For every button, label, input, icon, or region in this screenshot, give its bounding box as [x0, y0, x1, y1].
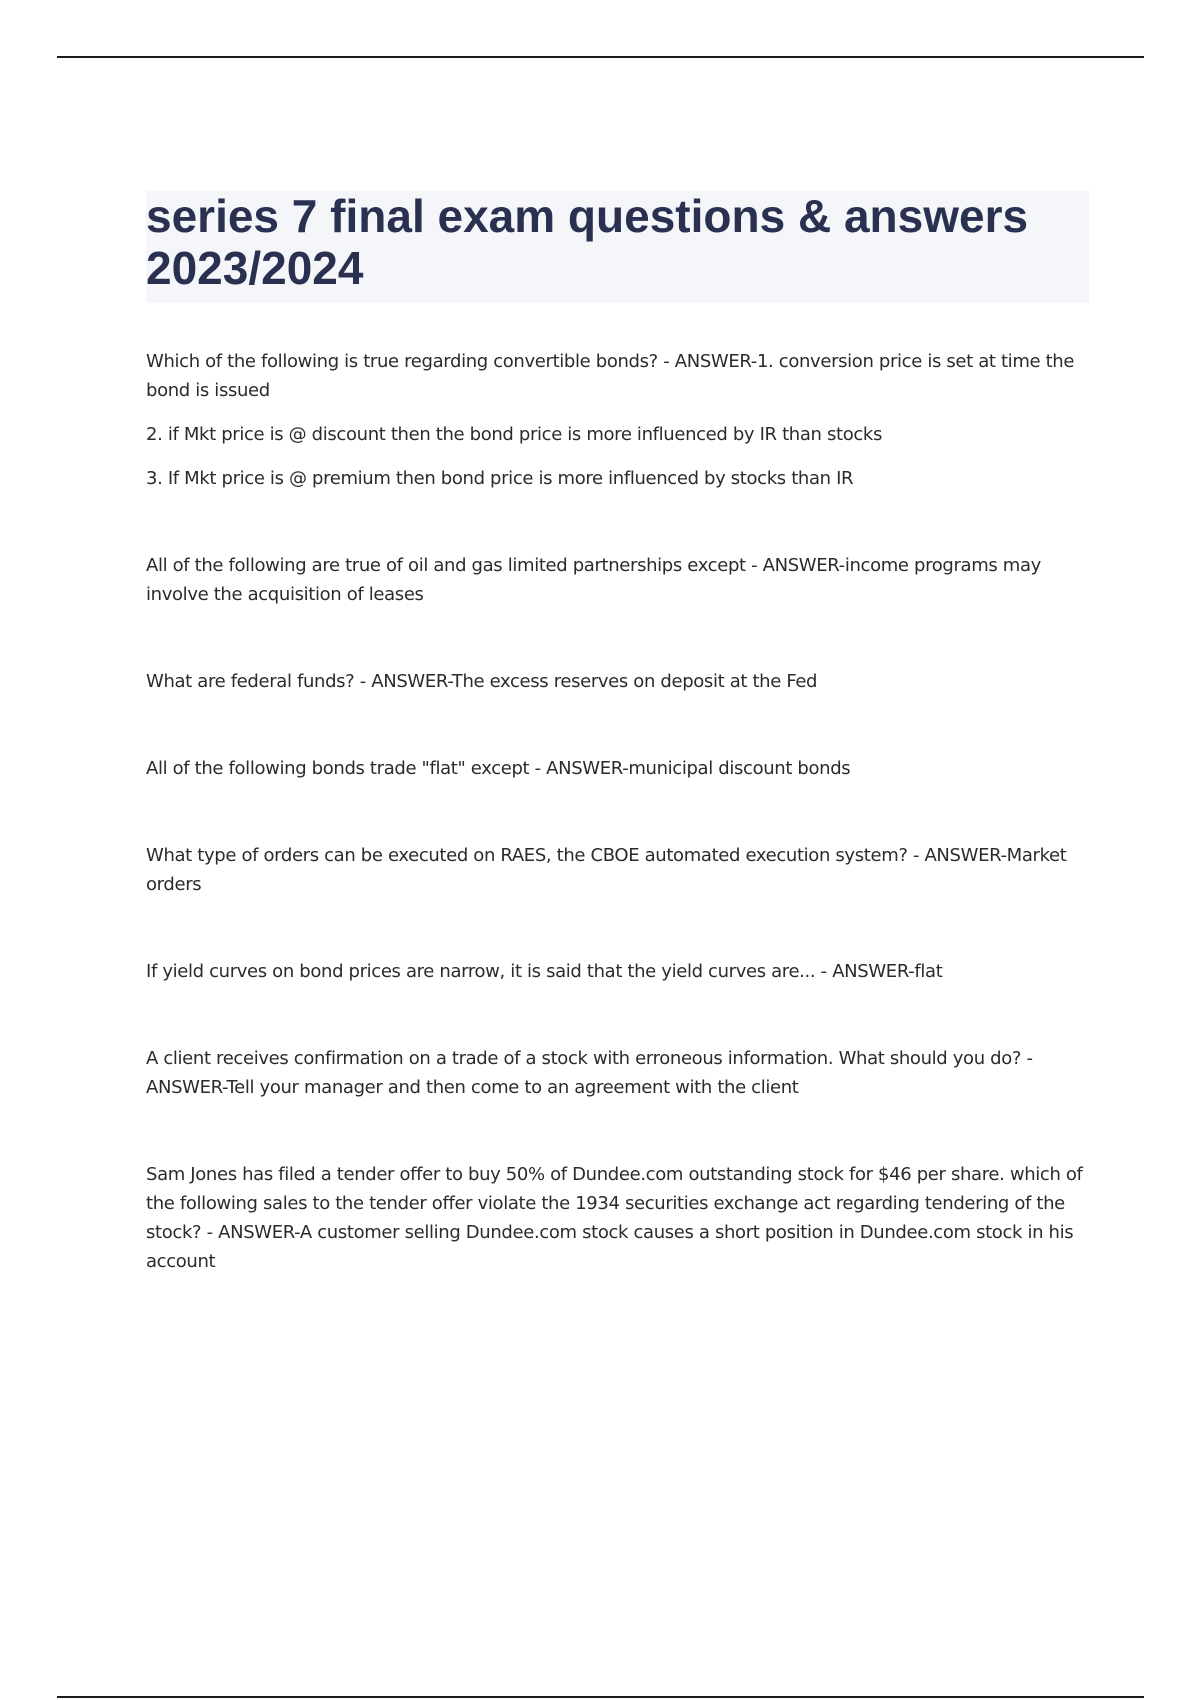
qa-paragraph: 3. If Mkt price is @ premium then bond price is more influenced by stocks than IR: [146, 468, 854, 489]
qa-paragraph: Sam Jones has filed a tender offer to buy 50% of Dundee.com outstanding stock for $46 per share. which of the following sales to the tender offer violate the 1934 securities exchange act regarding tendering of the stock? - ANSWER-A customer selling Dundee.com stock causes a short position in Dundee.com stock in his account: [146, 1164, 1083, 1272]
bottom-rule: [57, 1696, 1144, 1698]
qa-paragraph: A client receives confirmation on a trade of a stock with erroneous information. What should you do? - ANSWER-Tell your manager and then come to an agreement with the client: [146, 1048, 1033, 1098]
top-rule: [57, 56, 1144, 58]
qa-paragraph: What are federal funds? - ANSWER-The excess reserves on deposit at the Fed: [146, 671, 818, 692]
qa-paragraph: If yield curves on bond prices are narrow, it is said that the yield curves are... - ANSWER-flat: [146, 961, 943, 982]
document-title: series 7 final exam questions & answers 2023/2024: [146, 190, 1029, 294]
qa-paragraph: Which of the following is true regarding convertible bonds? - ANSWER-1. conversion price is set at time the bond is issued: [146, 351, 1075, 401]
qa-content: [146, 347, 1086, 1276]
qa-paragraph: All of the following bonds trade "flat" except - ANSWER-municipal discount bonds: [146, 758, 851, 779]
qa-paragraph: All of the following are true of oil and gas limited partnerships except - ANSWER-income programs may involve the acquisition of leases: [146, 555, 1041, 605]
qa-paragraph: What type of orders can be executed on RAES, the CBOE automated execution system? - ANSWER-Market orders: [146, 845, 1067, 895]
qa-paragraph: 2. if Mkt price is @ discount then the bond price is more influenced by IR than stocks: [146, 424, 882, 445]
